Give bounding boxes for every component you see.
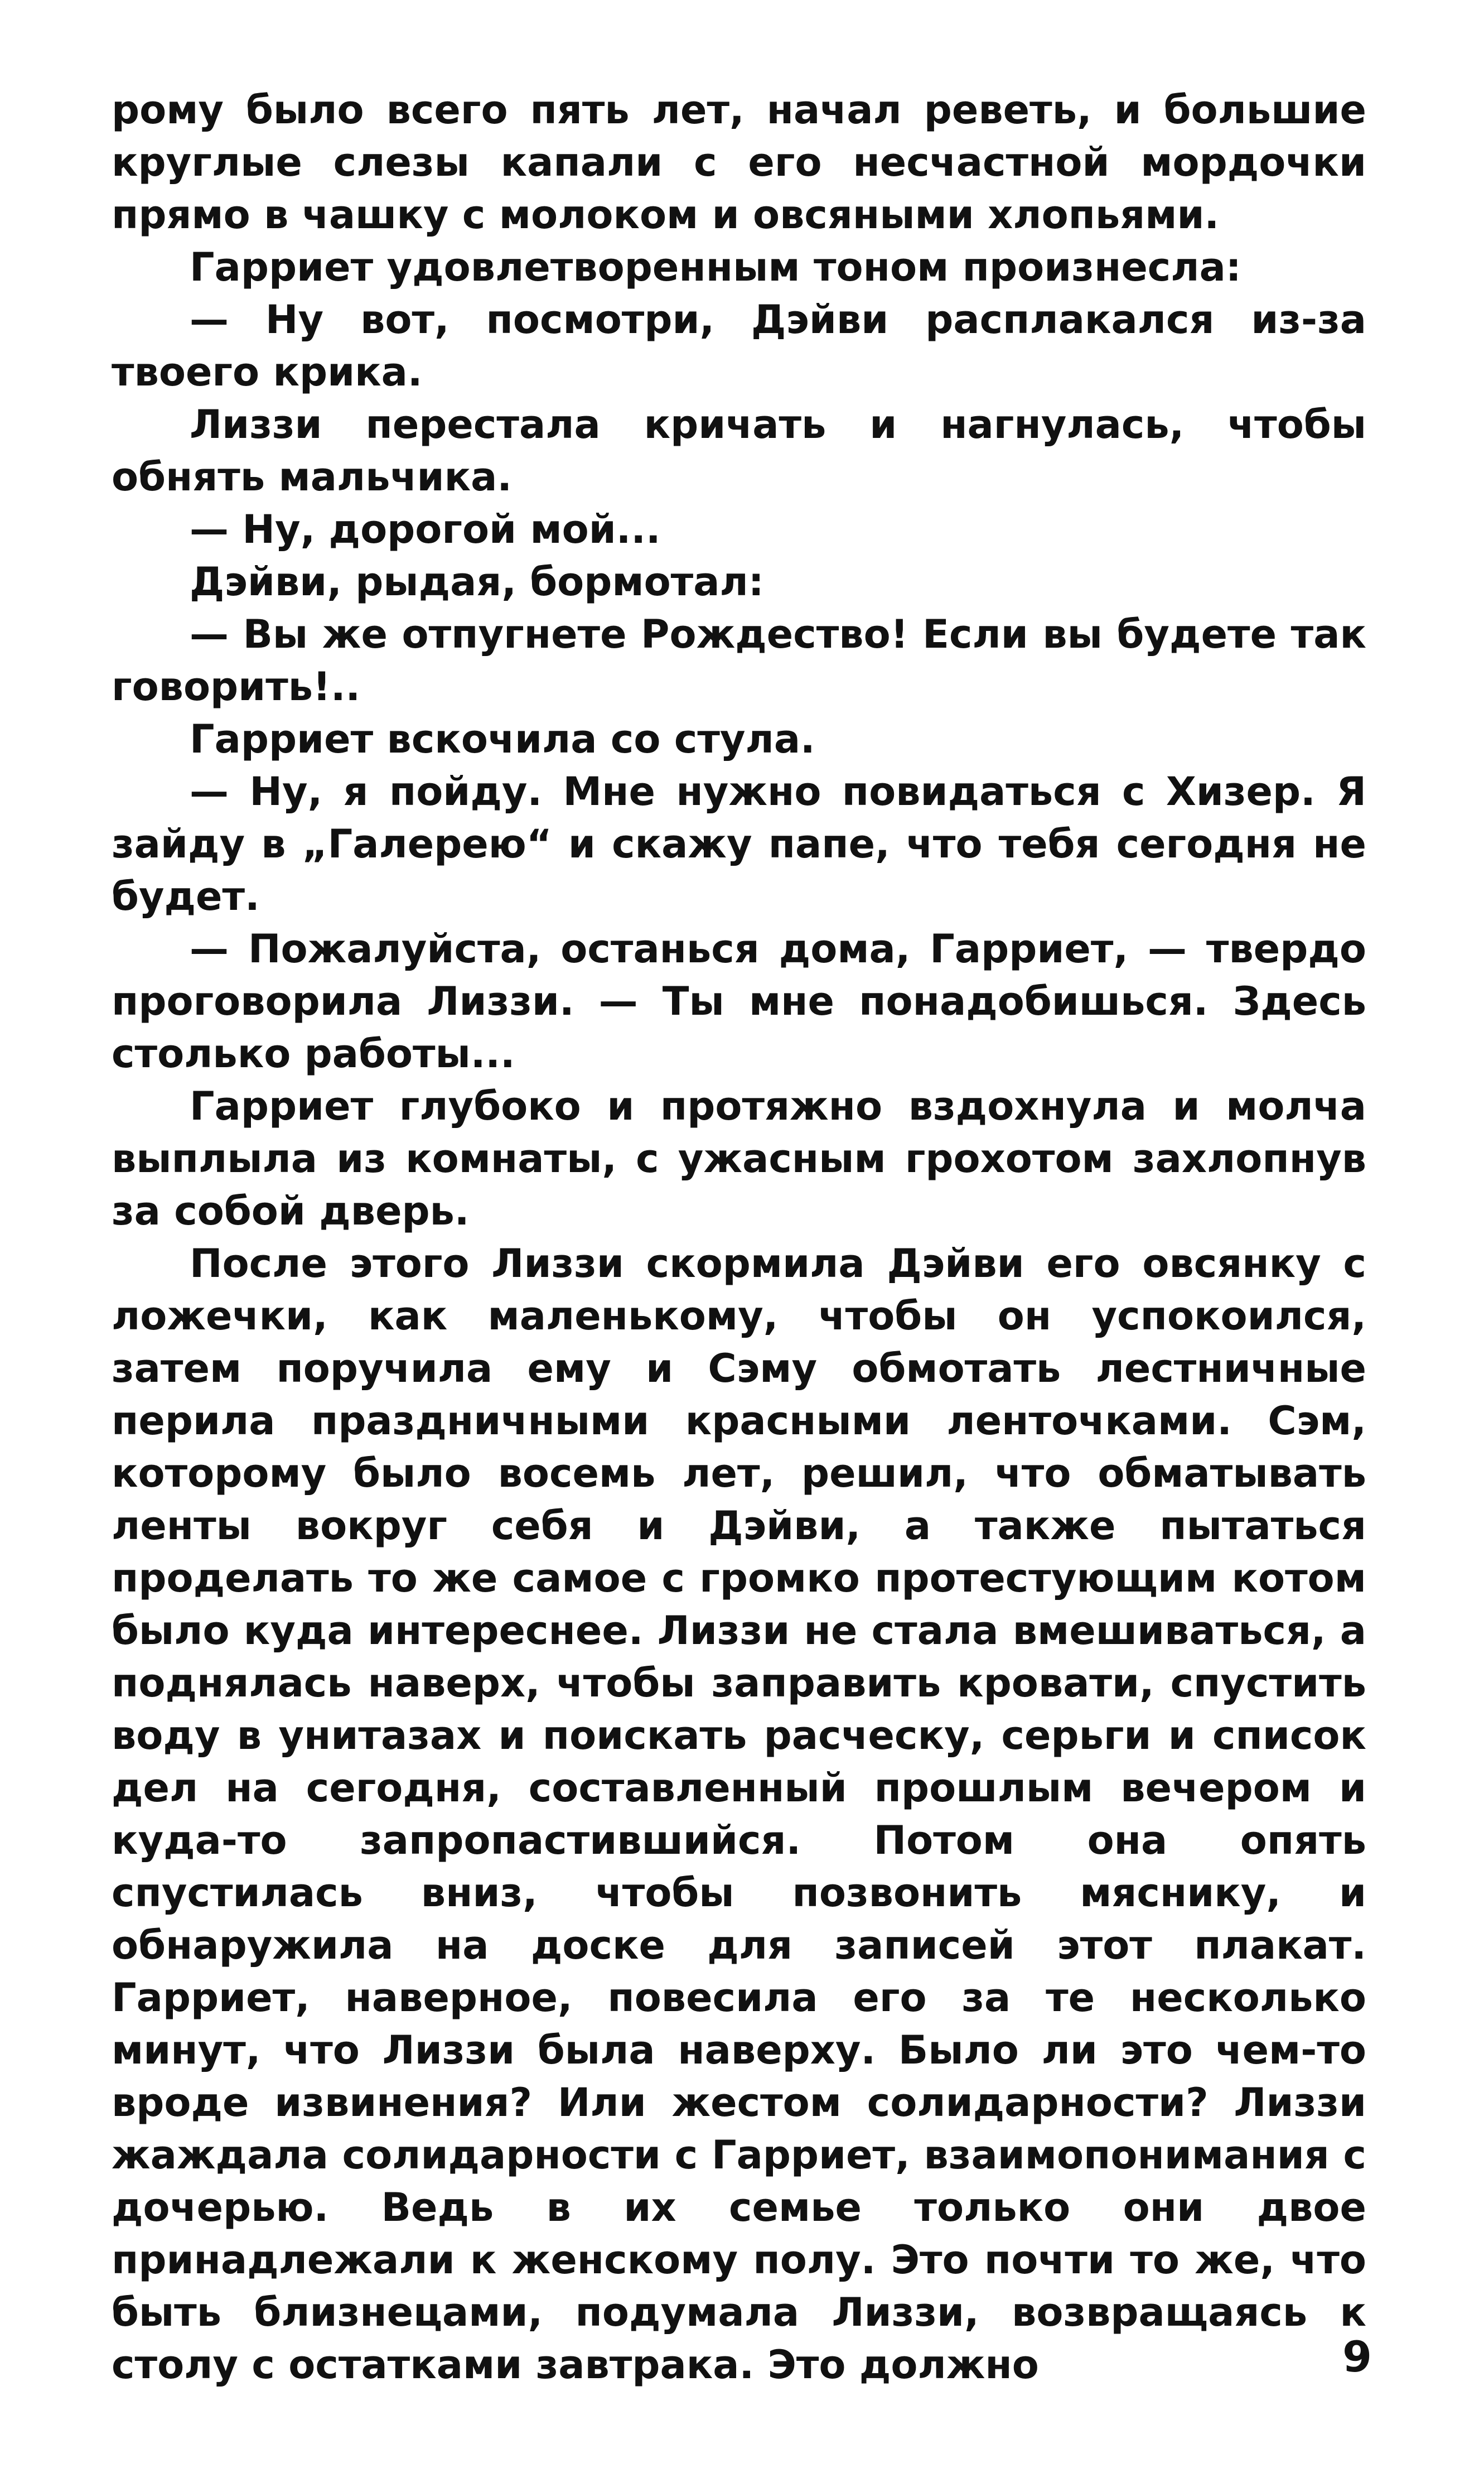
paragraph: Гарриет удовлетворенным тоном произнесла: xyxy=(190,244,1241,290)
paragraph: Гарриет глубоко и протяжно вздохнула и молча выплыла из комнаты, с ужасным грохотом захлопнув за собой дверь. xyxy=(112,1083,1366,1234)
page-number: 9 xyxy=(1342,2332,1372,2382)
dialogue-line: — Ну вот, посмотри, Дэйви расплакался из-за твоего крика. xyxy=(112,297,1366,395)
dialogue-line: — Ну, я пойду. Мне нужно повидаться с Хизер. Я зайду в „Галерею“ и скажу папе, что тебя сегодня не будет. xyxy=(112,769,1366,919)
paragraph: Дэйви, рыдая, бормотал: xyxy=(190,559,764,605)
paragraph: После этого Лиззи скормила Дэйви его овсянку с ложечки, как маленькому, чтобы он успокоился, затем поручила ему и Сэму обмотать лестничные перила праздничными красными ленточками. Сэм, которому было восемь лет, решил, что обматывать ленты вокруг себя и Дэйви, а также пытаться проделать то же самое с громко протестующим котом было куда интереснее. Лиззи не стала вмешиваться, а поднялась наверх, чтобы заправить кровати, спустить воду в унитазах и поискать расческу, серьги и список дел на сегодня, составленный прошлым вечером и куда-то запропастившийся. Потом она опять спустилась вниз, чтобы позвонить мяснику, и обнаружила на доске для записей этот плакат. Гарриет, наверное, повесила его за те несколько минут, что Лиззи была наверху. Было ли это чем-то вроде извинения? Или жестом солидарности? Лиззи жаждала солидарности с Гарриет, взаимопонимания с дочерью. Ведь в их семье только они двое принадлежали к женскому полу. Это почти то же, что быть близнецами, подумала Лиззи, возвращаясь к столу с остатками завтрака. Это должно xyxy=(112,1241,1366,2388)
paragraph: Гарриет вскочила со стула. xyxy=(190,716,815,762)
dialogue-line: — Пожалуйста, останься дома, Гарриет, — твердо проговорила Лиззи. — Ты мне понадобишься. Здесь столько работы... xyxy=(112,926,1366,1077)
dialogue-line: — Ну, дорогой мой... xyxy=(190,507,661,552)
body-text xyxy=(112,84,1366,2391)
dialogue-line: — Вы же отпугнете Рождество! Если вы будете так говорить!.. xyxy=(112,611,1366,710)
paragraph-continuation: рому было всего пять лет, начал реветь, и большие круглые слезы капали с его несчастной мордочки прямо в чашку с молоком и овсяными хлопьями. xyxy=(112,87,1366,238)
paragraph: Лиззи перестала кричать и нагнулась, чтобы обнять мальчика. xyxy=(112,402,1366,500)
